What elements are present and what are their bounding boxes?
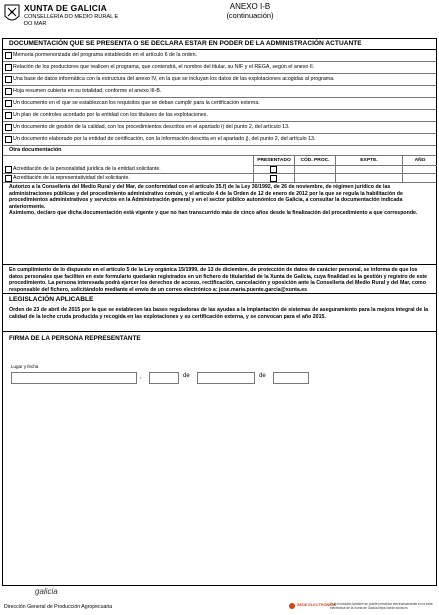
doc-checkbox[interactable] bbox=[5, 64, 12, 71]
year-field[interactable] bbox=[273, 372, 309, 384]
authorization-text: Autorizo a la Consellería del Medio Rural y del Mar, de conformidad con el artículo 35.f) de la Ley 30/1992, de 26 de noviembre, de régimen jurídico de las administraciones públicas y del procedimiento administrativo común, y el artículo 4 de la Orden de 12 de enero de 2012 por la que se regula la habilitación de procedimientos administrativos y servicios en la Administración general y en el sector público autonómico de Galicia, a consultar la documentación indicada anteriormente. bbox=[9, 184, 403, 210]
doc-item-label: Un documento de gestión de la calidad, con los procedimientos descritos en el apartado i) del punto 2, del artículo 13. bbox=[13, 124, 290, 130]
signature-section bbox=[3, 331, 436, 585]
annex-title bbox=[200, 2, 300, 20]
doc-item[interactable] bbox=[3, 50, 436, 62]
cod-proc-cell[interactable] bbox=[294, 174, 335, 182]
col-ano: AÑO bbox=[402, 156, 437, 166]
doc-checkbox[interactable] bbox=[5, 136, 12, 143]
documentation-title: DOCUMENTACIÓN QUE SE PRESENTA O SE DECLARA ESTAR EN PODER DE LA ADMINISTRACIÓN ACTUANTE bbox=[3, 39, 436, 50]
date-separator: , bbox=[140, 374, 142, 380]
expte-cell[interactable] bbox=[335, 165, 402, 173]
other-doc-checkbox[interactable] bbox=[5, 175, 12, 182]
presentado-checkbox[interactable] bbox=[270, 175, 277, 182]
sede-electronica-icon bbox=[289, 603, 295, 609]
col-cod-proc: CÓD. PROC. bbox=[294, 156, 335, 166]
doc-item[interactable] bbox=[3, 122, 436, 134]
legislation-text: Orden de 23 de abril de 2015 por la que se establecen las bases reguladoras de las ayudas a la implantación de sistemas de aseguramiento para la mejora integral de la calidad de la leche cruda producida y recogida en las explotaciones y su certificación externa, y se convocan para el año 2015. bbox=[9, 307, 429, 320]
date-de-1: de bbox=[183, 373, 190, 379]
doc-checkbox[interactable] bbox=[5, 100, 12, 107]
presentado-checkbox[interactable] bbox=[270, 166, 277, 173]
cod-proc-cell[interactable] bbox=[294, 165, 335, 173]
doc-item-label: Una base de datos informática con la estructura del anexo IV, en la que se incluyan los datos de las explotaciones acogidas al programa. bbox=[13, 76, 335, 82]
privacy-section bbox=[3, 264, 436, 294]
doc-item-label: Un plan de controles acordado por la entidad con los titulares de las explotaciones. bbox=[13, 112, 208, 118]
ano-cell[interactable] bbox=[402, 165, 437, 173]
doc-item-label: Memoria pormenorizada del programa establecido en el artículo 6 de la orden. bbox=[13, 52, 198, 58]
col-expte: EXPTE. bbox=[335, 156, 402, 166]
doc-item[interactable] bbox=[3, 62, 436, 74]
legislation-section bbox=[3, 293, 436, 332]
ano-cell[interactable] bbox=[402, 174, 437, 182]
legislation-title: LEGISLACIÓN APLICABLE bbox=[9, 296, 94, 303]
electronic-note: Esta formulario también se puede presentar electrónicamente en la sede electrónica de la Xunta de Galicia https://sede.xunta.es bbox=[330, 602, 433, 610]
place-date-label: Lugar y fecha bbox=[11, 364, 39, 369]
other-doc-label: Acreditación de la representatividad del solicitante. bbox=[13, 175, 130, 181]
place-field[interactable] bbox=[11, 372, 137, 384]
col-presentado: PRESENTADO bbox=[253, 156, 294, 166]
date-de-2: de bbox=[259, 373, 266, 379]
declaration-text: Asimismo, declaro que dicha documentación está vigente y que no han transcurrido más de cinco años desde la finalización del procedimiento a que corresponde. bbox=[9, 210, 418, 217]
department-name: CONSELLERÍA DO MEDIO RURAL E DO MAR bbox=[24, 14, 119, 27]
doc-item[interactable] bbox=[3, 110, 436, 122]
doc-item-label: Hoja resumen cubierta en su totalidad, conforme el anexo III-B. bbox=[13, 88, 162, 94]
form-body bbox=[2, 38, 437, 586]
privacy-text: En cumplimiento de lo dispuesto en el artículo 5 de la Ley orgánica 15/1999, de 13 de diciembre, de protección de datos de carácter personal, se informa de que los datos personales que faciliten en este formulario quedarán registrados en un fichero de titularidad de la Xunta de Galicia, cuya finalidad es la gestión y registro de este procedimiento. La persona interesada podrá ejercer los derechos de acceso, rectificación, cancelación y oposición ante la Consellería del Medio Rural y del Mar, como responsable del fichero, solicitándolo mediante el envío de un correo electrónico a: jose.maria.puente.garcia@xunta.es bbox=[9, 267, 428, 293]
doc-item-label: Un documento elaborado por la entidad de certificación, con la información descrita en el apartado j), del punto 2, del artículo 13. bbox=[13, 136, 316, 142]
other-doc-label: Acreditación de la personalidad jurídica de la entidad solicitante. bbox=[13, 166, 161, 172]
signature-title: FIRMA DE LA PERSONA REPRESENTANTE bbox=[9, 335, 141, 342]
documentation-section bbox=[3, 39, 436, 265]
day-field[interactable] bbox=[149, 372, 179, 384]
doc-item-label: Un documento en el que se establezcan los requisitos que se deban cumplir para la certificación externa. bbox=[13, 100, 260, 106]
expte-cell[interactable] bbox=[335, 174, 402, 182]
org-name: XUNTA DE GALICIA bbox=[24, 3, 108, 13]
footer bbox=[0, 585, 439, 615]
annex-continuation: (continuación) bbox=[226, 11, 274, 20]
doc-item[interactable] bbox=[3, 98, 436, 110]
doc-checkbox[interactable] bbox=[5, 52, 12, 59]
doc-checkbox[interactable] bbox=[5, 112, 12, 119]
annex-label: ANEXO I-B bbox=[229, 2, 271, 11]
doc-item[interactable] bbox=[3, 86, 436, 98]
sede-electronica-label: SEDE ELECTRÓNICA bbox=[297, 603, 336, 607]
galicia-logo: galicia bbox=[35, 587, 58, 596]
other-documentation-title: Otra documentación bbox=[3, 146, 436, 156]
table-row bbox=[3, 165, 436, 174]
doc-checkbox[interactable] bbox=[5, 76, 12, 83]
direction-name: Dirección General de Producción Agropecuaria bbox=[4, 604, 113, 610]
month-field[interactable] bbox=[197, 372, 255, 384]
table-row bbox=[3, 174, 436, 182]
other-doc-checkbox[interactable] bbox=[5, 166, 12, 173]
header bbox=[0, 0, 439, 38]
doc-item[interactable] bbox=[3, 134, 436, 146]
doc-checkbox[interactable] bbox=[5, 124, 12, 131]
xunta-emblem-icon bbox=[3, 3, 21, 25]
other-documentation-table bbox=[3, 156, 436, 183]
doc-checkbox[interactable] bbox=[5, 88, 12, 95]
doc-item-label: Relación de los productores que realicen el programa, que contendrá, el nombre del titular, su NIF y el REGA, según el anexo II. bbox=[13, 64, 315, 70]
doc-item[interactable] bbox=[3, 74, 436, 86]
